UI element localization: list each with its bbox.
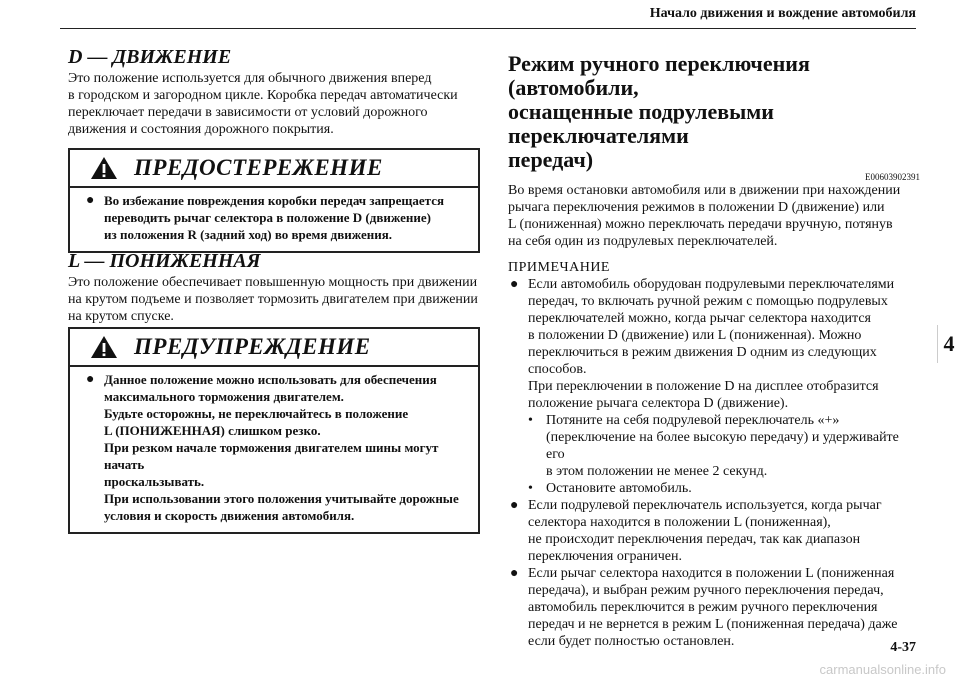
section-d-title: D — ДВИЖЕНИЕ	[68, 46, 232, 68]
caution-box-header	[70, 329, 478, 367]
note-item: ● Если подрулевой переключатель используется, когда рычаг селектора находится в положении L (пониженная), не происходит переключения передач, так как диапазон переключения ограничен.	[510, 498, 882, 564]
warning-body	[70, 188, 478, 251]
warning-box-header	[70, 150, 478, 188]
left-column	[68, 46, 480, 138]
section-l	[68, 250, 480, 325]
sub-bullet-icon: •	[528, 413, 533, 428]
section-l-title: L — ПОНИЖЕННАЯ	[68, 250, 261, 272]
bullet-icon: ●	[510, 566, 519, 581]
caution-bullet-item: ● Данное положение можно использовать для обеспечения максимального торможения двигателем. Будьте осторожны, не переключайтесь в положение L (ПОНИЖЕННАЯ) слишком резко. При резком начале торможения двигателем шины могут начать проскальзывать. При использовании этого положения учитывайте дорожные условия и скорость движения автомобиля.	[86, 372, 459, 523]
note-sub-item: • Остановите автомобиль.	[528, 481, 692, 496]
sub-bullet-icon: •	[528, 481, 533, 496]
warning-title: ПРЕДОСТЕРЕЖЕНИЕ	[134, 155, 383, 180]
warning-box	[68, 148, 480, 253]
caution-title: ПРЕДУПРЕЖДЕНИЕ	[134, 334, 371, 359]
bullet-icon: ●	[510, 277, 519, 292]
manual-mode-title: Режим ручного переключения (автомобили, оснащенные подрулевыми переключателями передач)	[508, 51, 810, 172]
note-sub-item: • Потяните на себя подрулевой переключатель «+» (переключение на более высокую передачу) и удерживайте его в этом положении не менее 2 секунд.	[528, 413, 899, 479]
bullet-icon: ●	[86, 193, 95, 208]
warning-triangle-icon	[90, 335, 118, 359]
caution-box	[68, 327, 480, 534]
bullet-icon: ●	[86, 372, 95, 387]
warning-triangle-icon	[90, 156, 118, 180]
warning-bullet-item: ● Во избежание повреждения коробки передач запрещается переводить рычаг селектора в положение D (движение) из положения R (задний ход) во время движения.	[86, 193, 445, 242]
section-d-text: Это положение используется для обычного движения вперед в городском и загородном цикле. Коробка передач автоматически переключает передачи в зависимости от условий дорожного движения и состояния дорожного покрытия.	[68, 71, 458, 137]
note-item: ● Если рычаг селектора находится в положении L (пониженная передача), и выбран режим ручного переключения передач, автомобиль переключится в режим ручного переключения передач и не вернется в режим L (пониженная передача) даже если будет полностью остановлен.	[510, 566, 898, 649]
header-rule	[60, 28, 916, 29]
running-header: Начало движения и вождение автомобиля	[649, 6, 916, 21]
bullet-icon: ●	[510, 498, 519, 513]
section-code: E00603902391	[865, 172, 920, 182]
right-column	[508, 52, 920, 650]
caution-body	[70, 367, 478, 532]
page-number: 4-37	[890, 640, 916, 655]
chapter-tab: 4	[937, 325, 960, 363]
note-item: ● Если автомобиль оборудован подрулевыми переключателями передач, то включать ручной режим с помощью подрулевых переключателей можно, когда рычаг селектора находится в положении D (движение) или L (пониженная). Можно переключиться в режим движения D одним из следующих способов. При переключении в положение D на дисплее отобразится положение рычага селектора D (движение).	[510, 277, 895, 411]
watermark: carmanualsonline.info	[819, 662, 946, 677]
manual-mode-intro: Во время остановки автомобиля или в движении при нахождении рычага переключения режимов в положении D (движение) или L (пониженная) можно переключать передачи вручную, потянув на себя один из подрулевых переключателей.	[508, 183, 901, 249]
note-heading: ПРИМЕЧАНИЕ	[508, 260, 610, 275]
section-l-text: Это положение обеспечивает повышенную мощность при движении на крутом подъеме и позволяет тормозить двигателем при движении на крутом спуске.	[68, 275, 478, 324]
